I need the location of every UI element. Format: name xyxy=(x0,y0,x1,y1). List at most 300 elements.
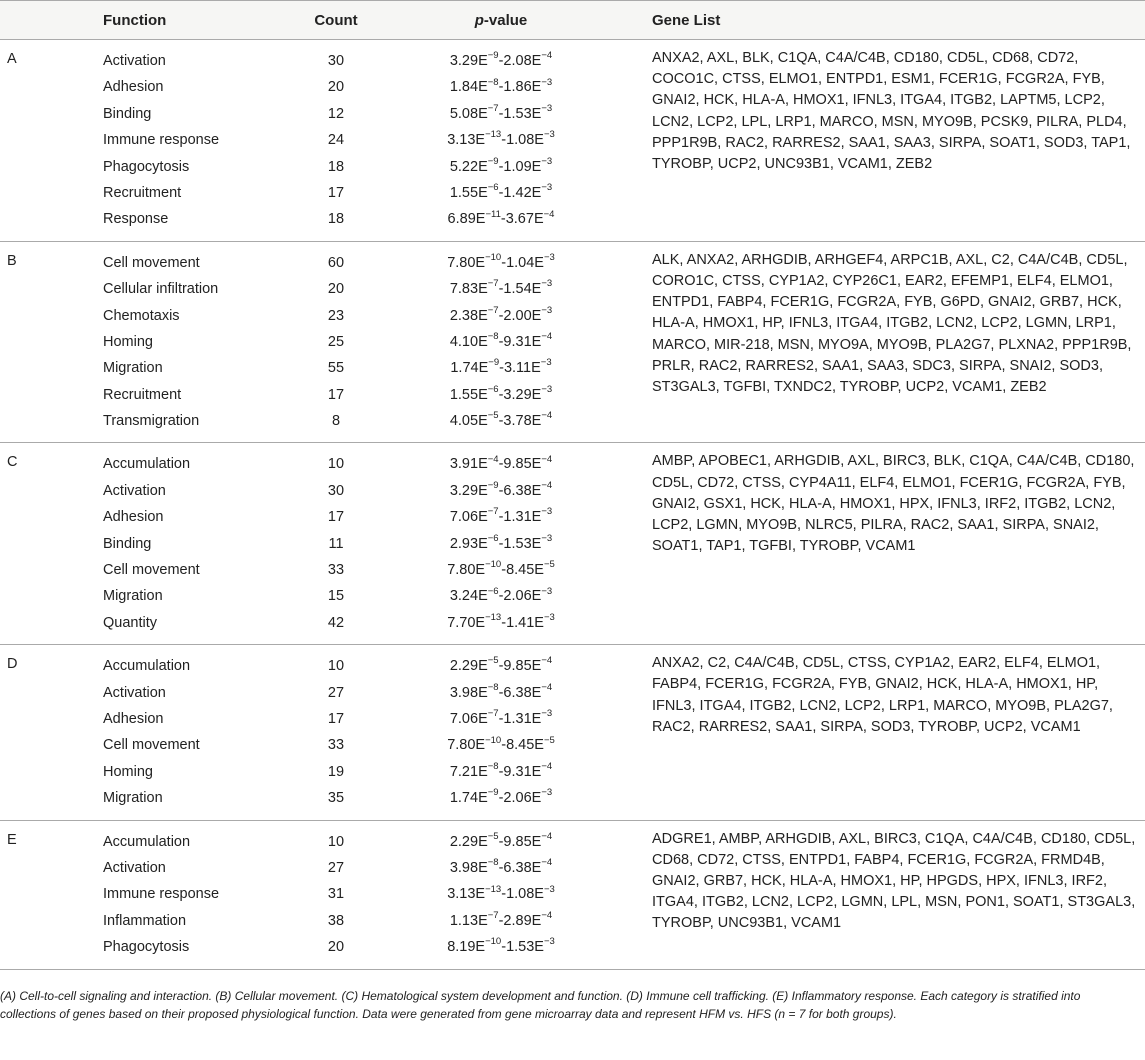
pvalue-e: E xyxy=(475,211,486,228)
pvalue-high-mantissa: 3.78 xyxy=(503,413,532,430)
pvalue-high-exponent: −3 xyxy=(543,936,555,948)
pvalue-high-exponent: −3 xyxy=(541,585,553,597)
pvalue-low-mantissa: 3.13 xyxy=(447,132,476,149)
pvalue-dash: - xyxy=(498,790,504,807)
pvalue-e: E xyxy=(478,535,488,552)
pvalue-e: E xyxy=(478,710,488,727)
pvalue-high-mantissa: 2.08 xyxy=(503,53,532,69)
pvalue-dash: - xyxy=(498,413,504,430)
pvalue-e: E xyxy=(531,105,542,122)
pvalue-e: E xyxy=(531,413,542,430)
pvalue-range xyxy=(376,908,626,934)
function-name: Cell movement xyxy=(103,254,200,271)
pvalue-e: E xyxy=(531,710,542,727)
pvalue-high-mantissa: 1.04 xyxy=(506,254,535,271)
count-value: 19 xyxy=(327,763,345,780)
pvalue-high-exponent: −5 xyxy=(543,734,555,746)
function-name: Accumulation xyxy=(103,833,191,850)
header-gene-list: Gene List xyxy=(626,1,1145,40)
pvalue-high-exponent: −3 xyxy=(541,304,553,316)
pvalue-low-exponent: −7 xyxy=(487,304,499,316)
pvalue-low-mantissa: 1.84 xyxy=(449,79,479,96)
pvalue-range xyxy=(376,355,626,381)
pvalue-low-exponent: −8 xyxy=(487,681,499,693)
pvalue-low-mantissa: 1.74 xyxy=(449,790,479,807)
pvalue-low-exponent: −7 xyxy=(487,506,499,518)
count-value: 10 xyxy=(327,833,345,850)
function-name: Binding xyxy=(103,535,152,552)
count-value: 12 xyxy=(327,105,345,122)
count-value: 33 xyxy=(327,737,345,754)
pvalue-low-mantissa: 2.29 xyxy=(449,658,479,675)
pvalue-range xyxy=(376,557,626,583)
pvalue-dash: - xyxy=(500,211,506,228)
pvalue-low-exponent: −10 xyxy=(485,251,502,263)
pvalue-low-exponent: −13 xyxy=(485,129,502,141)
pvalue-dash: - xyxy=(498,588,504,605)
pvalue-low-mantissa: 1.55 xyxy=(449,184,479,201)
table-group-row xyxy=(0,443,1145,645)
pvalue-low-exponent: −8 xyxy=(487,760,499,772)
pvalue-range xyxy=(376,706,626,732)
function-name: Phagocytosis xyxy=(103,939,190,956)
pvalue-low-exponent: −10 xyxy=(485,936,502,948)
function-name: Immune response xyxy=(103,132,220,149)
table-footnote: (A) Cell-to-cell signaling and interaction. (B) Cellular movement. (C) Hematological system development and function. (D) Immune cell trafficking. (E) Inflammatory response. Each category is stratified into collections of genes based on their proposed physiological function. Data were generated from gene microarray data and represent HFM vs. HFS (n = 7 for both groups). xyxy=(0,989,1081,1021)
pvalue-e: E xyxy=(475,562,486,579)
pvalue-e: E xyxy=(531,281,542,298)
pvalue-low-exponent: −6 xyxy=(487,532,499,544)
pvalue-range xyxy=(376,531,626,557)
pvalue-low-mantissa: 3.91 xyxy=(449,456,479,473)
pvalue-e: E xyxy=(478,833,488,850)
pvalue-dash: - xyxy=(498,105,504,122)
pvalue-e: E xyxy=(534,562,544,579)
pvalue-e: E xyxy=(478,658,488,675)
pvalue-e: E xyxy=(531,184,542,201)
pvalue-range xyxy=(376,759,626,785)
header-pvalue-italic: p xyxy=(474,11,484,29)
pvalue-high-mantissa: 1.86 xyxy=(503,79,532,96)
pvalue-dash: - xyxy=(498,833,504,850)
pvalue-range xyxy=(376,329,626,355)
function-name: Migration xyxy=(103,588,163,605)
pvalue-range xyxy=(376,829,626,855)
pvalue-high-mantissa: 1.42 xyxy=(503,184,532,201)
pvalue-low-mantissa: 3.98 xyxy=(449,684,479,701)
pvalue-dash: - xyxy=(501,886,507,903)
pvalue-dash: - xyxy=(498,482,504,499)
pvalue-low-exponent: −11 xyxy=(485,208,501,220)
gene-list-cell: AMBP, APOBEC1, ARHGDIB, AXL, BIRC3, BLK, C1QA, C4A/C4B, CD180, CD5L, CD72, CTSS, CYP4A11, ELF4, ELMO1, FCER1G, FCGR2A, FYB, GNAI2, GSX1, HCK, HLA-A, HMOX1, HPX, IFNL3, IRF2, ITGB2, LCN2, LCP2, LGMN, MYO9B, NLRC5, PILRA, RAC2, SAA1, SIRPA, SNAI2, SOAT1, TAP1, TGFBI, TYROBP, VCAM1 xyxy=(652,453,1135,555)
pvalue-dash: - xyxy=(498,710,504,727)
pvalue-dash: - xyxy=(499,360,504,377)
pvalue-high-mantissa: 1.41 xyxy=(506,614,535,631)
category-label: E xyxy=(7,831,17,848)
pvalue-dash: - xyxy=(498,158,504,175)
pvalue-high-exponent: −5 xyxy=(543,559,555,571)
pvalue-high-mantissa: 2.06 xyxy=(503,588,532,605)
pvalue-range xyxy=(376,180,626,206)
pvalue-low-exponent: −9 xyxy=(487,787,499,799)
pvalue-e: E xyxy=(534,614,544,631)
count-value: 33 xyxy=(327,562,345,579)
pvalue-high-exponent: −3 xyxy=(540,357,552,369)
pvalue-e: E xyxy=(478,360,489,377)
pvalue-e: E xyxy=(531,79,542,96)
pvalue-e: E xyxy=(478,105,488,122)
pvalue-cell xyxy=(376,443,626,645)
pvalue-low-mantissa: 3.13 xyxy=(447,886,476,903)
pvalue-dash: - xyxy=(501,614,507,631)
function-name: Cell movement xyxy=(103,562,200,579)
pvalue-e: E xyxy=(478,859,488,876)
pvalue-e: E xyxy=(478,684,488,701)
pvalue-e: E xyxy=(534,737,544,754)
pvalue-e: E xyxy=(534,886,544,903)
pvalue-e: E xyxy=(531,763,542,780)
pvalue-dash: - xyxy=(501,132,507,149)
count-value: 17 xyxy=(327,184,345,201)
pvalue-high-exponent: −4 xyxy=(541,909,553,921)
pvalue-low-exponent: −9 xyxy=(487,155,499,167)
pvalue-high-exponent: −3 xyxy=(541,506,553,518)
pvalue-high-mantissa: 1.53 xyxy=(506,939,535,956)
pvalue-high-exponent: −3 xyxy=(543,883,555,895)
count-value: 27 xyxy=(327,684,345,701)
pvalue-high-mantissa: 3.29 xyxy=(503,386,532,403)
function-name: Accumulation xyxy=(103,658,191,675)
header-count: Count xyxy=(296,1,376,40)
pvalue-low-mantissa: 1.13 xyxy=(449,912,479,929)
pvalue-dash: - xyxy=(498,912,504,929)
gene-list-cell: ADGRE1, AMBP, ARHGDIB, AXL, BIRC3, C1QA, C4A/C4B, CD180, CD5L, CD68, CD72, CTSS, ENTPD1, FABP4, FCER1G, FCGR2A, FRMD4B, GNAI2, GRB7, HCK, HLA-A, HMOX1, HP, HPGDS, HPX, IFNL3, IRF2, ITGA4, ITGB2, LCN2, LCP2, LGMN, LPL, MSN, PON1, SOAT1, ST3GAL3, TYROBP, UNC93B1, VCAM1 xyxy=(652,830,1136,932)
pvalue-dash: - xyxy=(498,684,504,701)
pvalue-low-mantissa: 7.80 xyxy=(447,562,476,579)
pvalue-high-exponent: −3 xyxy=(541,76,553,88)
pvalue-e: E xyxy=(533,211,544,228)
pvalue-range xyxy=(376,653,626,679)
pvalue-range xyxy=(376,610,626,636)
category-label: A xyxy=(7,51,17,67)
header-pvalue-rest: -value xyxy=(483,11,528,29)
function-cell xyxy=(103,645,296,820)
pvalue-low-mantissa: 7.21 xyxy=(449,763,479,780)
pvalue-e: E xyxy=(475,614,486,631)
pvalue-e: E xyxy=(478,509,488,526)
pvalue-dash: - xyxy=(498,456,504,473)
pvalue-dash: - xyxy=(498,79,504,96)
pvalue-high-mantissa: 8.45 xyxy=(506,562,535,579)
pvalue-low-exponent: −10 xyxy=(485,734,502,746)
pvalue-e: E xyxy=(531,333,542,350)
pvalue-e: E xyxy=(531,588,542,605)
function-name: Binding xyxy=(103,105,152,122)
function-cell xyxy=(103,820,296,969)
pvalue-low-exponent: −4 xyxy=(487,453,499,465)
pvalue-range xyxy=(376,680,626,706)
pvalue-high-exponent: −4 xyxy=(541,50,553,62)
pvalue-dash: - xyxy=(498,386,504,403)
pvalue-low-exponent: −9 xyxy=(488,357,500,369)
pvalue-high-exponent: −4 xyxy=(541,857,553,869)
pvalue-dash: - xyxy=(498,281,504,298)
pvalue-dash: - xyxy=(498,658,504,675)
pvalue-e: E xyxy=(531,360,541,377)
pvalue-range xyxy=(376,303,626,329)
pvalue-range xyxy=(376,101,626,127)
function-name: Inflammation xyxy=(103,912,187,929)
pvalue-e: E xyxy=(478,307,488,324)
pvalue-low-mantissa: 3.98 xyxy=(449,859,479,876)
pvalue-low-exponent: −6 xyxy=(487,585,499,597)
function-name: Migration xyxy=(103,360,163,377)
pvalue-low-exponent: −9 xyxy=(487,480,499,492)
pvalue-low-exponent: −8 xyxy=(487,76,499,88)
pvalue-low-mantissa: 7.80 xyxy=(447,254,476,271)
pvalue-range xyxy=(376,382,626,408)
function-name: Activation xyxy=(103,684,166,701)
pvalue-low-mantissa: 3.24 xyxy=(449,588,479,605)
category-label: C xyxy=(7,454,18,471)
pvalue-range xyxy=(376,478,626,504)
pvalue-e: E xyxy=(478,79,488,96)
count-value: 38 xyxy=(327,912,345,929)
pvalue-e: E xyxy=(478,790,488,807)
pvalue-high-mantissa: 1.08 xyxy=(506,132,535,149)
pvalue-high-mantissa: 8.45 xyxy=(506,737,535,754)
pvalue-high-mantissa: 9.31 xyxy=(503,763,532,780)
pvalue-cell xyxy=(376,241,626,443)
count-value: 42 xyxy=(327,614,345,631)
pvalue-high-mantissa: 9.85 xyxy=(503,658,532,675)
count-value: 55 xyxy=(327,360,345,377)
pvalue-low-mantissa: 1.74 xyxy=(450,360,479,377)
function-name: Activation xyxy=(103,859,166,876)
pvalue-e: E xyxy=(478,281,488,298)
pvalue-dash: - xyxy=(498,184,504,201)
function-name: Recruitment xyxy=(103,386,182,403)
pvalue-e: E xyxy=(531,482,542,499)
count-value: 10 xyxy=(327,658,345,675)
function-name: Homing xyxy=(103,763,153,780)
pvalue-low-mantissa: 7.80 xyxy=(447,737,476,754)
pvalue-e: E xyxy=(531,833,542,850)
pvalue-high-mantissa: 1.31 xyxy=(503,710,532,727)
count-value: 11 xyxy=(328,535,344,552)
function-name: Migration xyxy=(103,790,163,807)
gene-list-cell: ALK, ANXA2, ARHGDIB, ARHGEF4, ARPC1B, AXL, C2, C4A/C4B, CD5L, CORO1C, CTSS, CYP1A2, CYP26C1, EAR2, EFEMP1, ELF4, ELMO1, ENTPD1, FABP4, FCER1G, FCGR2A, FYB, G6PD, GNAI2, GRB7, HCK, HLA-A, HMOX1, HP, IFNL3, ITGA4, ITGB2, LCN2, LCP2, LGMN, LRP1, MARCO, MIR-218, MSN, MYO9A, MYO9B, PLA2G7, PLXNA2, PPP1R9B, PRLR, RAC2, RARRES2, SAA1, SAA3, SDC3, SIRPA, SNAI2, SOD3, ST3GAL3, TGFBI, TXNDC2, TYROBP, UCP2, VCAM1, ZEB2 xyxy=(652,251,1132,395)
count-cell xyxy=(296,443,376,645)
pvalue-low-mantissa: 3.29 xyxy=(449,53,479,69)
function-name: Response xyxy=(103,211,169,228)
count-value: 27 xyxy=(327,859,345,876)
category-label: B xyxy=(7,252,17,269)
count-value: 20 xyxy=(327,939,345,956)
pvalue-low-mantissa: 4.10 xyxy=(449,333,479,350)
pvalue-dash: - xyxy=(498,333,504,350)
function-name: Cell movement xyxy=(103,737,200,754)
pvalue-e: E xyxy=(531,790,542,807)
function-name: Recruitment xyxy=(103,184,182,201)
pvalue-low-mantissa: 2.93 xyxy=(449,535,479,552)
pvalue-e: E xyxy=(478,184,488,201)
pvalue-low-mantissa: 7.83 xyxy=(449,281,479,298)
pvalue-high-exponent: −4 xyxy=(541,760,553,772)
count-value: 30 xyxy=(327,53,345,69)
pvalue-low-exponent: −8 xyxy=(487,331,499,343)
pvalue-high-mantissa: 1.53 xyxy=(503,105,532,122)
pvalue-range xyxy=(376,785,626,811)
pvalue-high-exponent: −3 xyxy=(541,155,553,167)
count-value: 24 xyxy=(327,132,345,149)
pvalue-e: E xyxy=(531,912,542,929)
pvalue-low-exponent: −5 xyxy=(487,655,499,667)
header-pvalue xyxy=(376,1,626,40)
category-label: D xyxy=(7,656,18,673)
pvalue-range xyxy=(376,881,626,907)
pvalue-cell xyxy=(376,645,626,820)
count-cell xyxy=(296,645,376,820)
function-name: Homing xyxy=(103,333,153,350)
pvalue-low-mantissa: 7.70 xyxy=(447,614,476,631)
pvalue-cell xyxy=(376,820,626,969)
pvalue-low-exponent: −13 xyxy=(485,611,502,623)
pvalue-range xyxy=(376,127,626,153)
pvalue-low-mantissa: 6.89 xyxy=(447,211,476,228)
pvalue-high-exponent: −4 xyxy=(541,681,553,693)
pvalue-low-mantissa: 3.29 xyxy=(449,482,479,499)
table-header-row xyxy=(0,1,1145,40)
pvalue-low-mantissa: 2.29 xyxy=(449,833,479,850)
pvalue-e: E xyxy=(531,386,542,403)
count-value: 18 xyxy=(327,158,345,175)
pvalue-e: E xyxy=(478,53,488,69)
pvalue-range xyxy=(376,451,626,477)
pvalue-low-mantissa: 7.06 xyxy=(449,509,479,526)
pvalue-e: E xyxy=(475,939,486,956)
pvalue-low-exponent: −5 xyxy=(487,830,499,842)
pvalue-e: E xyxy=(531,859,542,876)
pvalue-high-exponent: −3 xyxy=(541,182,553,194)
pvalue-low-exponent: −7 xyxy=(487,909,499,921)
pvalue-range xyxy=(376,276,626,302)
count-value: 23 xyxy=(327,307,345,324)
pvalue-e: E xyxy=(534,254,544,271)
pvalue-dash: - xyxy=(498,859,504,876)
table-group-row xyxy=(0,241,1145,443)
header-category xyxy=(0,1,103,40)
function-name: Transmigration xyxy=(103,413,200,430)
pvalue-high-exponent: −4 xyxy=(543,208,555,220)
pvalue-e: E xyxy=(534,132,544,149)
pvalue-high-mantissa: 6.38 xyxy=(503,859,532,876)
pvalue-dash: - xyxy=(501,737,507,754)
pvalue-cell xyxy=(376,40,626,242)
pvalue-e: E xyxy=(531,658,542,675)
pvalue-e: E xyxy=(478,588,488,605)
function-name: Activation xyxy=(103,482,166,499)
table-group-row xyxy=(0,645,1145,820)
pvalue-high-mantissa: 1.09 xyxy=(503,158,532,175)
pvalue-high-exponent: −4 xyxy=(541,655,553,667)
pvalue-high-mantissa: 9.85 xyxy=(503,456,532,473)
pvalue-high-exponent: −3 xyxy=(541,278,553,290)
pvalue-range xyxy=(376,250,626,276)
count-cell xyxy=(296,820,376,969)
count-cell xyxy=(296,241,376,443)
pvalue-high-mantissa: 9.31 xyxy=(503,333,532,350)
pvalue-e: E xyxy=(478,386,488,403)
pvalue-e: E xyxy=(531,53,542,69)
count-value: 35 xyxy=(327,790,345,807)
pvalue-dash: - xyxy=(498,53,504,69)
pvalue-low-exponent: −9 xyxy=(487,50,499,62)
function-name: Adhesion xyxy=(103,79,164,96)
table-group-row xyxy=(0,820,1145,969)
pvalue-range xyxy=(376,48,626,74)
pvalue-low-mantissa: 1.55 xyxy=(449,386,479,403)
pvalue-range xyxy=(376,74,626,100)
pvalue-high-exponent: −4 xyxy=(541,331,553,343)
pvalue-high-exponent: −3 xyxy=(541,102,553,114)
pvalue-high-exponent: −4 xyxy=(541,453,553,465)
function-name: Activation xyxy=(103,53,166,69)
count-value: 17 xyxy=(327,386,345,403)
pvalue-range xyxy=(376,583,626,609)
pvalue-range xyxy=(376,934,626,960)
function-name: Quantity xyxy=(103,614,157,631)
pvalue-low-mantissa: 5.22 xyxy=(449,158,479,175)
pvalue-dash: - xyxy=(498,307,504,324)
count-value: 10 xyxy=(327,456,345,473)
pvalue-e: E xyxy=(531,509,542,526)
pvalue-range xyxy=(376,504,626,530)
pvalue-e: E xyxy=(478,482,488,499)
pvalue-e: E xyxy=(478,413,488,430)
pvalue-high-exponent: −4 xyxy=(541,480,553,492)
pvalue-e: E xyxy=(531,535,542,552)
pvalue-low-exponent: −5 xyxy=(487,410,499,422)
pvalue-low-mantissa: 7.06 xyxy=(449,710,479,727)
pvalue-low-exponent: −7 xyxy=(487,102,499,114)
pvalue-low-exponent: −6 xyxy=(487,383,499,395)
pvalue-high-exponent: −3 xyxy=(541,383,553,395)
table-group-row xyxy=(0,40,1145,242)
pvalue-high-exponent: −4 xyxy=(541,410,553,422)
pvalue-e: E xyxy=(475,737,486,754)
count-value: 17 xyxy=(327,710,345,727)
pvalue-low-exponent: −10 xyxy=(485,559,502,571)
pvalue-low-exponent: −8 xyxy=(487,857,499,869)
pvalue-low-exponent: −7 xyxy=(487,708,499,720)
pvalue-high-exponent: −3 xyxy=(543,251,555,263)
pvalue-high-mantissa: 1.53 xyxy=(503,535,532,552)
pvalue-high-mantissa: 1.08 xyxy=(506,886,535,903)
pvalue-high-mantissa: 3.11 xyxy=(503,360,532,377)
pvalue-dash: - xyxy=(501,939,507,956)
pvalue-e: E xyxy=(478,158,488,175)
gene-list-cell: ANXA2, C2, C4A/C4B, CD5L, CTSS, CYP1A2, EAR2, ELF4, ELMO1, FABP4, FCER1G, FCGR2A, FYB, GNAI2, HCK, HLA-A, HMOX1, HP, IFNL3, ITGA4, ITGB2, LCN2, LCP2, LRP1, MARCO, MYO9B, PLA2G7, RAC2, RARRES2, SAA1, SIRPA, SOD3, TYROBP, UCP2, VCAM1 xyxy=(652,655,1113,735)
pvalue-e: E xyxy=(475,886,486,903)
pvalue-dash: - xyxy=(501,562,507,579)
function-name: Accumulation xyxy=(103,456,191,473)
pvalue-low-exponent: −7 xyxy=(487,278,499,290)
pvalue-high-mantissa: 2.89 xyxy=(503,912,532,929)
count-value: 15 xyxy=(327,588,345,605)
pvalue-high-mantissa: 3.67 xyxy=(505,211,534,228)
pvalue-e: E xyxy=(475,254,486,271)
